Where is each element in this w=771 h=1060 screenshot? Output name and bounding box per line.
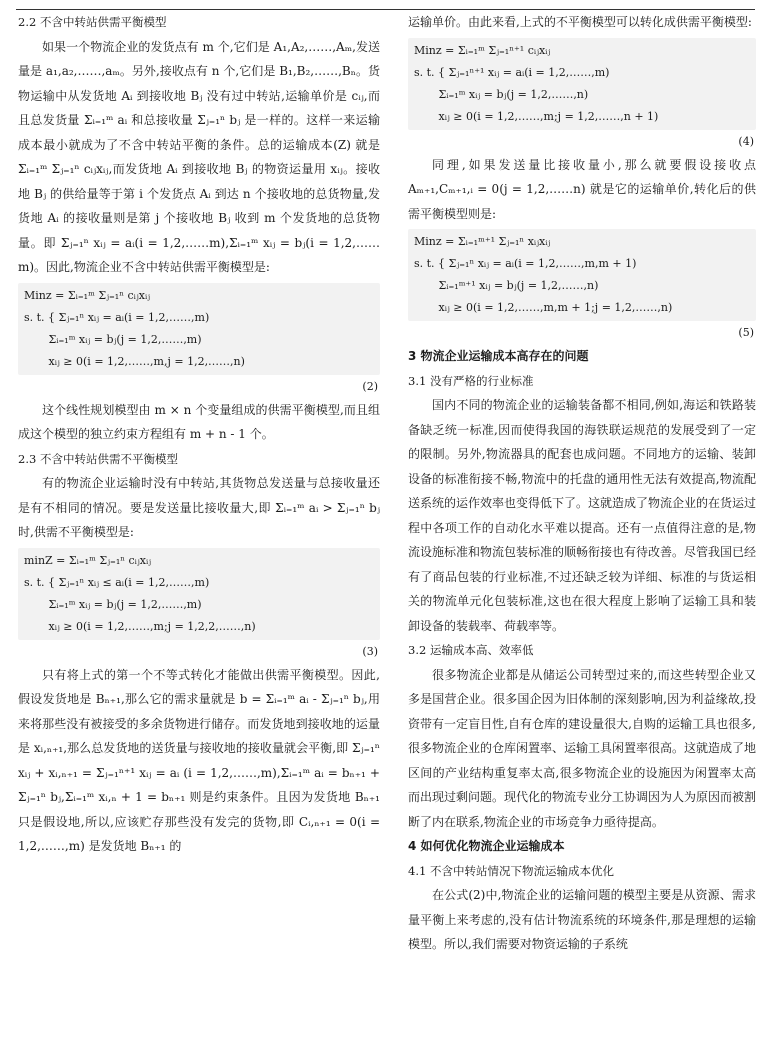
right-column bbox=[408, 10, 756, 957]
section-2-2-heading: 2.2 不含中转站供需平衡模型 bbox=[18, 15, 167, 29]
paragraph: 运输单价。由此来看,上式的不平衡模型可以转化成供需平衡模型: bbox=[408, 15, 752, 29]
section-4-1-heading: 4.1 不含中转站情况下物流运输成本优化 bbox=[408, 863, 614, 878]
section-3-heading: 3 物流企业运输成本高存在的问题 bbox=[408, 349, 589, 363]
paragraph: 在公式(2)中,物流企业的运输问题的模型主要是从资源、需求量平衡上来考虑的,没有估计物流系统的环境条件,那是理想的运输模型。所以,我们需要对物资运输的子系统 bbox=[408, 888, 756, 951]
formula-number: (5) bbox=[738, 326, 754, 339]
section-3-1-heading: 3.1 没有严格的行业标准 bbox=[408, 373, 534, 388]
left-column bbox=[18, 10, 380, 859]
formula-number: (4) bbox=[738, 134, 754, 148]
formula-number: (2) bbox=[362, 379, 378, 393]
formula-2: Minz = Σᵢ₌₁ᵐ Σⱼ₌₁ⁿ cᵢⱼxᵢⱼ s. t. { Σⱼ₌₁ⁿ xᵢⱼ = aᵢ(i = 1,2,……,m) Σᵢ₌₁ᵐ xᵢⱼ = bⱼ(j = 1,2,……,m) xᵢⱼ ≥ 0(i = 1,2,……,m,j = 1,2,……,n) bbox=[18, 283, 380, 375]
section-4-heading: 4 如何优化物流企业运输成本 bbox=[408, 839, 565, 853]
paragraph: 只有将上式的第一个不等式转化才能做出供需平衡模型。因此,假设发货地是 Bₙ₊₁,那么它的需求量就是 b = Σᵢ₌₁ᵐ aᵢ - Σⱼ₌₁ⁿ bⱼ,用来将那些没有被接受的多余货物进行储存。而发货地到接收地的运量是 xᵢ,ₙ₊₁,那么总发货地的送货量与接收地的接收量就会平衡,即 Σⱼ₌₁ⁿ xᵢⱼ + xᵢ,ₙ₊₁ = Σⱼ₌₁ⁿ⁺¹ xᵢⱼ = aᵢ (i = 1,2,……,m),Σᵢ₌₁ᵐ aᵢ = bₙ₊₁ + Σⱼ₌₁ⁿ bⱼ,Σᵢ₌₁ᵐ xᵢ,ₙ + 1 = bₙ₊₁ 则是约束条件。且因为发货地 Bₙ₊₁ 只是假设地,所以,应该贮存那些没有发完的货物,即 Cᵢ,ₙ₊₁ = 0(i = 1,2,……,m) 是发货地 Bₙ₊₁ 的 bbox=[18, 667, 380, 853]
paragraph: 很多物流企业都是从储运公司转型过来的,而这些转型企业又多是国营企业。很多国企因为旧体制的深刻影响,因为利益缘故,投资带有一定盲目性,自有仓库的建设量很大,自购的运输工具也很多,很多物流企业的仓库闲置率、运输工具闲置率很高。这就造成了地区间的产业结构重复率太高,很多物流企业的设施因为闲置率太高而出现过剩问题。现代化的物流专业分工协调因为人为原因而被割断了内在联系,物流企业的市场竞争力亟待提高。 bbox=[408, 667, 757, 829]
formula-5: Minz = Σᵢ₌₁ᵐ⁺¹ Σⱼ₌₁ⁿ xᵢⱼxᵢⱼ s. t. { Σⱼ₌₁ⁿ xᵢⱼ = aᵢ(i = 1,2,……,m,m + 1) Σᵢ₌₁ᵐ⁺¹ xᵢⱼ = bⱼ(j = 1,2,……,n) xᵢⱼ ≥ 0(i = 1,2,……,m,m + 1;j = 1,2,……,n) bbox=[408, 229, 756, 321]
formula-number: (3) bbox=[362, 644, 378, 658]
formula-3: minZ = Σᵢ₌₁ᵐ Σⱼ₌₁ⁿ cᵢⱼxᵢⱼ s. t. { Σⱼ₌₁ⁿ xᵢⱼ ≤ aᵢ(i = 1,2,……,m) Σᵢ₌₁ᵐ xᵢⱼ = bⱼ(j = 1,2,……,m) xᵢⱼ ≥ 0(i = 1,2,……,m;j = 1,2,2,……,n) bbox=[18, 548, 380, 640]
paragraph: 如果一个物流企业的发货点有 m 个,它们是 A₁,A₂,……,Aₘ,发送量是 a₁,a₂,……,aₘ。另外,接收点有 n 个,它们是 B₁,B₂,……,Bₙ。货物运输中从发货地 Aᵢ 到接收地 Bⱼ 没有过中转站,运输单价是 cᵢⱼ,而且总发货量 Σᵢ₌₁ᵐ aᵢ 和总接收量 Σⱼ₌₁ⁿ bⱼ 是一样的。这样一来运输成本最小就成为了不含中转站平衡的条件。总的运输成本(Z) 就是 Σᵢ₌₁ᵐ Σⱼ₌₁ⁿ cᵢⱼxᵢⱼ,而发货地 Aᵢ 到接收地 Bⱼ 的物资运量用 xᵢⱼ。接收地 Bⱼ 的供给量等于第 i 个发货点 Aᵢ 到达 n 个接收地的总货物量,发货地 Aᵢ 的接收量则是第 j 个接收地 Bⱼ 收到 m 个发货地的总货物量。即 Σⱼ₌₁ⁿ xᵢⱼ = aᵢ(i = 1,2,……m),Σᵢ₌₁ᵐ xᵢⱼ = bⱼ(i = 1,2,……m)。因此,物流企业不含中转站供需平衡模型是: bbox=[18, 39, 380, 274]
formula-4: Minz = Σᵢ₌₁ᵐ Σⱼ₌₁ⁿ⁺¹ cᵢⱼxᵢⱼ s. t. { Σⱼ₌₁ⁿ⁺¹ xᵢⱼ = aᵢ(i = 1,2,……,m) Σᵢ₌₁ᵐ xᵢⱼ = bⱼ(j = 1,2,……,n) xᵢⱼ ≥ 0(i = 1,2,……,m;j = 1,2,……,n + 1) bbox=[408, 38, 756, 130]
paragraph: 这个线性规划模型由 m × n 个变量组成的供需平衡模型,而且组成这个模型的独立约束方程组有 m + n - 1 个。 bbox=[18, 402, 380, 441]
section-2-3-heading: 2.3 不含中转站供需不平衡模型 bbox=[18, 451, 178, 466]
paragraph: 同理,如果发送量比接收量小,那么就要假设接收点 Aₘ₊₁,Cₘ₊₁,ᵢ = 0(j = 1,2,……n) 就是它的运输单价,转化后的供需平衡模型则是: bbox=[408, 157, 756, 221]
section-3-2-heading: 3.2 运输成本高、效率低 bbox=[408, 643, 534, 657]
paragraph: 国内不同的物流企业的运输装备都不相同,例如,海运和铁路装备缺乏统一标准,因而使得我国的海铁联运规范的发展受到了一定的限制。另外,物流器具的配套也成问题。不同地方的运输、装卸设备的标准衔接不畅,物流中的托盘的通用性无法有效提高,物流配送系统的运作效率也变得低下了。这就造成了物流企业的在货运过程中各项工作的自动化水平难以提高。还有一点值得注意的是,物流设施标准和物流包装标准的顺畅衔接也有待改善。尽管我国已经有了商品包装的行业标准,不过还缺乏较为详细、标准的与货运相关的物流单元化包装标准,这也在很大程度上影响了运输工具和装卸设备的装载率、荷载率等。 bbox=[408, 398, 757, 633]
paragraph: 有的物流企业运输时没有中转站,其货物总发送量与总接收量还是有不相同的情况。要是发送量比接收量大,即 Σᵢ₌₁ᵐ aᵢ > Σⱼ₌₁ⁿ bⱼ 时,供需不平衡模型是: bbox=[18, 476, 380, 539]
